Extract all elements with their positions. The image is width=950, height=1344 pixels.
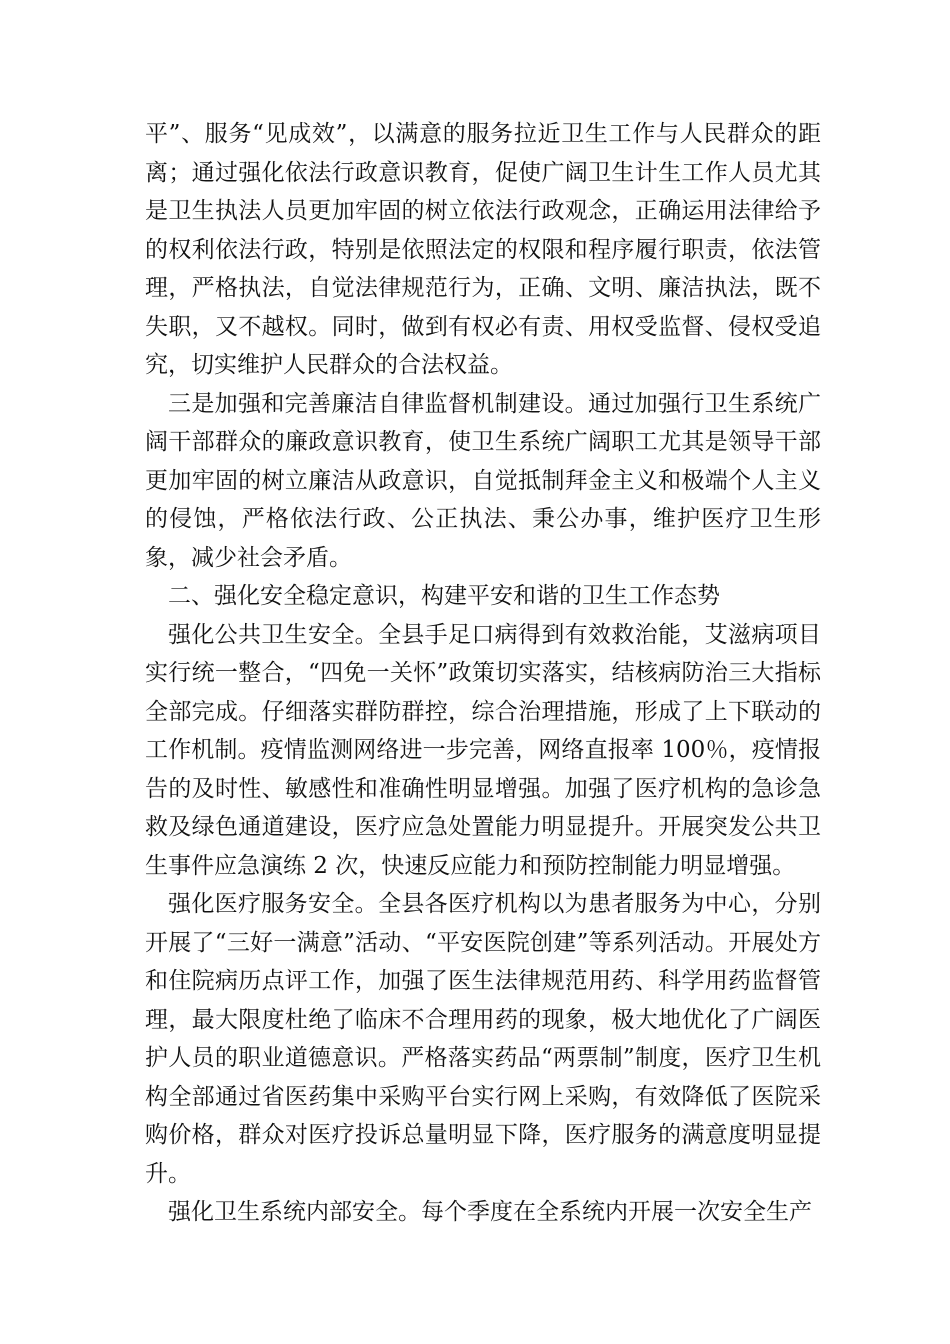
section-heading-safety-stability: 二、强化安全稳定意识，构建平安和谐的卫生工作态势 [168, 583, 720, 609]
paragraph-integrity-supervision: 三是加强和完善廉洁自律监督机制建设。通过加强行卫生系统广阔干部群众的廉政意识教育，使卫生系统广阔职工尤其是领导干部更加牢固的树立廉洁从政意识，自觉抵制拜金主义和极端个人主义的侵蚀，严格依法行政、公正执法、秉公办事，维护医疗卫生形象，减少社会矛盾。 [145, 390, 821, 571]
paragraph-medical-service-safety: 强化医疗服务安全。全县各医疗机构以为患者服务为中心，分别开展了“三好一满意”活动、“平安医院创建”等系列活动。开展处方和住院病历点评工作，加强了医生法律规范用药、科学用药监督管理，最大限度杜绝了临床不合理用药的现象，极大地优化了广阔医护人员的职业道德意识。严格落实药品“两票制”制度，医疗卫生机构全部通过省医药集中采购平台实行网上采购，有效降低了医院采购价格，群众对医疗投诉总量明显下降，医疗服务的满意度明显提升。 [145, 891, 821, 1187]
document-body [145, 115, 821, 1232]
paragraph-public-health-safety: 强化公共卫生安全。全县手足口病得到有效救治能，艾滋病项目实行统一整合，“四免一关怀”政策切实落实，结核病防治三大指标全部完成。仔细落实群防群控，综合治理措施，形成了上下联动的工作机制。疫情监测网络进一步完善，网络直报率 100％，疫情报告的及时性、敏感性和准确性明显增强。加强了医疗机构的急诊急救及绿色通道建设，医疗应急处置能力明显提升。开展突发公共卫生事件应急演练 2 次，快速反应能力和预防控制能力明显增强。 [145, 621, 821, 879]
paragraph-internal-safety: 强化卫生系统内部安全。每个季度在全系统内开展一次安全生产 [168, 1199, 812, 1225]
paragraph-legal-administration: 平”、服务“见成效”，以满意的服务拉近卫生工作与人民群众的距离；通过强化依法行政意识教育，促使广阔卫生计生工作人员尤其是卫生执法人员更加牢固的树立依法行政观念，正确运用法律给予的权利依法行政，特别是依照法定的权限和程序履行职责，依法管理，严格执法，自觉法律规范行为，正确、文明、廉洁执法，既不失职，又不越权。同时，做到有权必有责、用权受监督、侵权受追究，切实维护人民群众的合法权益。 [145, 121, 821, 378]
